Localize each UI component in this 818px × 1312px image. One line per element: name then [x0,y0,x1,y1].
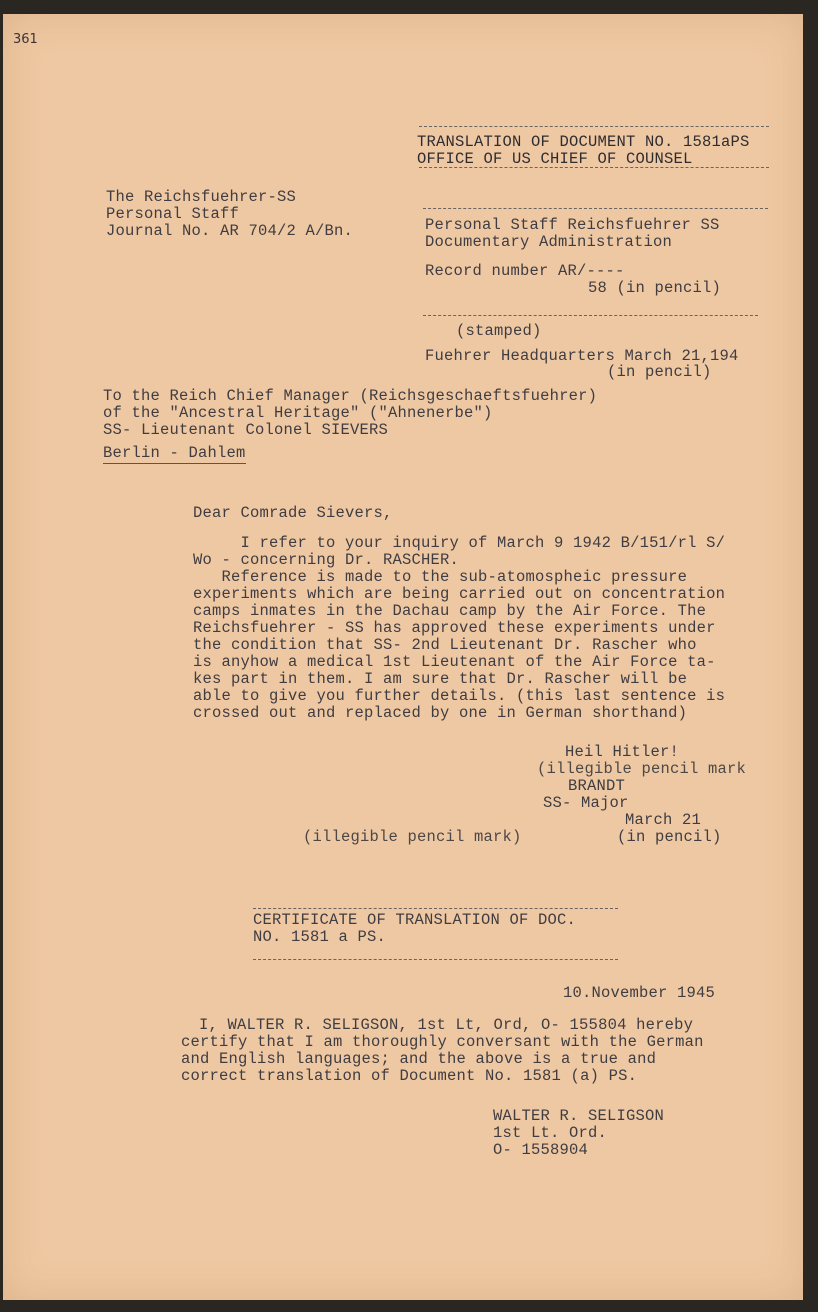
sender-line-1: The Reichsfuehrer-SS [106,188,297,206]
archive-number: 361 [13,32,38,47]
translation-title: TRANSLATION OF DOCUMENT NO. 1581aPS [417,133,750,151]
recipient-line-3: SS- Lieutenant Colonel SIEVERS [103,421,389,439]
certificate-rule-bottom [253,959,618,960]
signer-rank: SS- Major [543,794,629,812]
registry-rule-bottom [423,315,758,316]
pencil-mark-1: (illegible pencil mark [537,760,747,778]
registry-line-1: Personal Staff Reichsfuehrer SS [425,216,720,234]
body-line-7: the condition that SS- 2nd Lieutenant Dr. Rascher who [193,636,697,654]
translator-rank: 1st Lt. Ord. [493,1124,608,1142]
header-rule-bottom [419,167,769,168]
body-line-1: I refer to your inquiry of March 9 1942 B/151/rl S/ [193,534,726,552]
certificate-text-4: correct translation of Document No. 1581 (a) PS. [181,1067,638,1085]
recipient-line-1: To the Reich Chief Manager (Reichsgeschaeftsfuehrer) [103,387,598,405]
header-rule-top [419,126,769,127]
date-note: March 21 [625,811,702,829]
body-line-5: camps inmates in the Dachau camp by the Air Force. The [193,602,707,620]
record-number-pencil: 58 (in pencil) [588,279,722,297]
translator-number: O- 1558904 [493,1141,589,1159]
document-page [3,14,803,1300]
body-line-9: kes part in them. I am sure that Dr. Rascher will be [193,670,688,688]
registry-rule-top [423,208,768,209]
certificate-text-3: and English languages; and the above is a true and [181,1050,657,1068]
journal-number: Journal No. AR 704/2 A/Bn. [106,222,354,240]
registry-line-2: Documentary Administration [425,233,673,251]
certificate-rule-top [253,908,618,909]
office-title: OFFICE OF US CHIEF OF COUNSEL [417,150,693,168]
body-line-4: experiments which are being carried out on concentration [193,585,726,603]
body-line-6: Reichsfuehrer - SS has approved these experiments under [193,619,716,637]
translator-name: WALTER R. SELIGSON [493,1107,665,1125]
closing: Heil Hitler! [565,743,680,761]
body-line-3: Reference is made to the sub-atomospheic pressure [193,568,688,586]
recipient-city: Berlin - Dahlem [103,444,246,462]
place-date-pencil: (in pencil) [607,363,712,381]
stamped-note: (stamped) [456,322,542,340]
salutation: Dear Comrade Sievers, [193,504,393,522]
sender-line-2: Personal Staff [106,205,240,223]
recipient-line-2: of the "Ancestral Heritage" ("Ahnenerbe") [103,404,493,422]
certificate-text-2: certify that I am thoroughly conversant with the German [181,1033,704,1051]
certificate-title-2: NO. 1581 a PS. [253,928,387,946]
body-line-11: crossed out and replaced by one in German shorthand) [193,704,688,722]
place-date: Fuehrer Headquarters March 21,194 [425,347,739,365]
record-number: Record number AR/---- [425,262,625,280]
certificate-title-1: CERTIFICATE OF TRANSLATION OF DOC. [253,911,577,929]
body-line-8: is anyhow a medical 1st Lieutenant of the Air Force ta- [193,653,716,671]
body-line-10: able to give you further details. (this last sentence is [193,687,726,705]
certificate-date: 10.November 1945 [563,984,716,1002]
date-pencil: (in pencil) [617,828,722,846]
pencil-mark-2: (illegible pencil mark) [303,828,522,846]
certificate-text-1: I, WALTER R. SELIGSON, 1st Lt, Ord, O- 155804 hereby [199,1016,694,1034]
body-line-2: Wo - concerning Dr. RASCHER. [193,551,460,569]
signer-name: BRANDT [568,777,626,795]
